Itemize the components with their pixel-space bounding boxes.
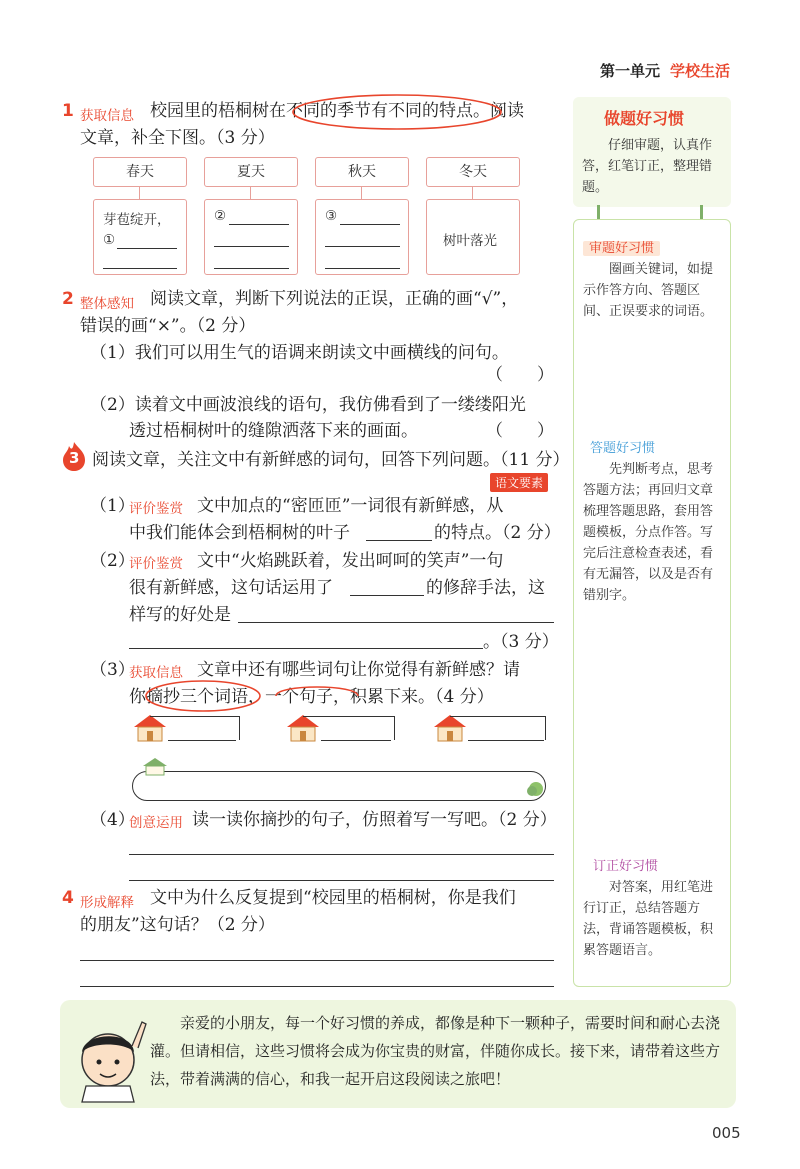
- sub-2-blank-3[interactable]: [129, 648, 483, 649]
- sub-4-tag: 创意运用: [129, 815, 183, 831]
- blank-2-line-2[interactable]: [214, 246, 289, 247]
- sub-2-line-2a: 很有新鲜感，这句话运用了: [129, 578, 333, 598]
- sub-3-line-1: 文章中还有哪些词句让你觉得有新鲜感？请: [197, 660, 520, 680]
- spring-text: 芽苞绽开，: [103, 212, 171, 228]
- season-summer: 夏天: [204, 157, 298, 187]
- question-4-number: 4: [62, 888, 74, 908]
- question-2-item-2-line-2: 透过梧桐树叶的缝隙洒落下来的画面。: [129, 421, 418, 441]
- question-1-circle-mark: [290, 92, 506, 134]
- question-2-line-1: 阅读文章，判断下列说法的正误，正确的画“√”，: [150, 289, 519, 309]
- winter-text: 树叶落光: [443, 233, 497, 249]
- connector: [139, 187, 140, 199]
- sub-3-circle-mark-1: [143, 678, 263, 714]
- sub-3-tag: 获取信息: [129, 665, 183, 681]
- sub-1-blank[interactable]: [366, 540, 432, 541]
- question-4-answer-line-2[interactable]: [80, 986, 554, 987]
- page-number: 005: [712, 1124, 741, 1142]
- sentence-answer-box[interactable]: [132, 771, 546, 801]
- bush-icon: [526, 780, 546, 798]
- blank-1-line[interactable]: [117, 248, 177, 249]
- question-1-tag: 获取信息: [80, 108, 134, 124]
- habit-heading-3: 订正好习惯: [593, 859, 659, 874]
- word-frame-2: [303, 716, 395, 740]
- connector: [361, 187, 362, 199]
- badge-language-element: 语文要素: [490, 473, 548, 492]
- sub-1-line-2a: 中我们能体会到梧桐树的叶子: [129, 523, 350, 543]
- habit-card-title: 做题好习惯: [604, 109, 685, 128]
- blank-2-marker: ②: [214, 208, 227, 224]
- word-line-1[interactable]: [168, 740, 236, 741]
- question-1-number: 1: [62, 101, 74, 121]
- connector: [472, 187, 473, 199]
- question-2-item-1: （1）我们可以用生气的语调来朗读文中画横线的问句。: [90, 343, 509, 363]
- question-2-item-2-line-1: （2）读着文中画波浪线的语句，我仿佛看到了一缕缕阳光: [90, 395, 526, 415]
- sub-3-line-2: 你摘抄三个词语，一个句子，积累下来。（4 分）: [129, 687, 494, 707]
- connector: [250, 187, 251, 199]
- sub-2-line-1: 文中“火焰跳跃着，发出呵呵的笑声”一句: [197, 551, 504, 571]
- habit-text-3: 对答案，用红笔进行订正，总结答题方法，背诵答题模板，积累答题语言。: [583, 880, 714, 958]
- habit-card-text: 仔细审题，认真作答，红笔订正，整理错题。: [582, 138, 713, 195]
- question-4-line-1: 文中为什么反复提到“校园里的梧桐树，你是我们: [150, 888, 516, 908]
- encouragement-text: 亲爱的小朋友，每一个好习惯的养成，都像是种下一颗种子，需要时间和耐心去浇灌。但请相信，这些习惯将会成为你宝贵的财富，伴随你成长。接下来，请带着这些方法，带着满满的信心，和我一起开启这段阅读之旅吧！: [150, 1014, 721, 1088]
- word-frame-3: [450, 716, 546, 740]
- habit-heading-1: 审题好习惯: [583, 237, 660, 256]
- sub-4-answer-line-2[interactable]: [129, 880, 554, 881]
- sub-3-label: （3）: [90, 660, 135, 680]
- season-winter: 冬天: [426, 157, 520, 187]
- answer-paren-1[interactable]: （ ）: [486, 365, 554, 385]
- answer-paren-2[interactable]: （ ）: [486, 421, 554, 441]
- small-house-icon: [140, 756, 170, 776]
- blank-3-line-3[interactable]: [325, 268, 400, 269]
- blank-3-line-2[interactable]: [325, 246, 400, 247]
- sub-2-line-4: 。（3 分）: [483, 632, 559, 652]
- boy-avatar-icon: [62, 1002, 154, 1106]
- word-frame-1: [150, 716, 240, 740]
- question-4-line-2: 的朋友”这句话？（2 分）: [80, 915, 275, 935]
- sub-2-blank-2[interactable]: [238, 622, 554, 623]
- question-4-answer-line-1[interactable]: [80, 960, 554, 961]
- habit-heading-2: 答题好习惯: [590, 441, 656, 456]
- question-3-line-1: 阅读文章，关注文中有新鲜感的词句，回答下列问题。（11 分）: [92, 450, 570, 470]
- season-autumn: 秋天: [315, 157, 409, 187]
- question-3-number: 3: [69, 449, 80, 467]
- word-line-3[interactable]: [468, 740, 544, 741]
- sub-4-answer-line-1[interactable]: [129, 854, 554, 855]
- question-2-number: 2: [62, 289, 74, 309]
- sub-2-line-3: 样写的好处是: [129, 605, 231, 625]
- sub-4-label: （4）: [90, 810, 135, 830]
- question-4-tag: 形成解释: [80, 895, 134, 911]
- blank-2-line-3[interactable]: [214, 268, 289, 269]
- sub-1-label: （1）: [90, 496, 135, 516]
- sub-4-line-1: 读一读你摘抄的句子，仿照着写一写吧。（2 分）: [192, 810, 557, 830]
- habit-text-2: 先判断考点，思考答题方法；再回归文章梳理答题思路，套用答题模板，分点作答。写完后注意检查表述，看有无漏答，以及是否有错别字。: [583, 462, 714, 603]
- sub-2-tag: 评价鉴赏: [129, 556, 183, 572]
- sub-1-tag: 评价鉴赏: [129, 501, 183, 517]
- blank-3-marker: ③: [325, 208, 338, 224]
- season-spring: 春天: [93, 157, 187, 187]
- sub-3-circle-mark-2: [272, 678, 362, 714]
- topic-title: 学校生活: [670, 62, 731, 80]
- question-1-line-1: 校园里的梧桐树在不同的季节有不同的特点。阅读: [150, 101, 524, 121]
- sub-1-line-2b: 的特点。（2 分）: [434, 523, 561, 543]
- blank-3-line[interactable]: [340, 224, 400, 225]
- sub-2-line-2b: 的修辞手法，这: [426, 578, 545, 598]
- blank-1-marker: ①: [103, 232, 116, 248]
- question-2-line-2: 错误的画“×”。（2 分）: [80, 316, 256, 336]
- sub-2-blank-1[interactable]: [350, 595, 424, 596]
- sub-2-label: （2）: [90, 551, 135, 571]
- unit-title: 第一单元: [600, 62, 661, 80]
- question-1-line-2: 文章，补全下图。（3 分）: [80, 128, 275, 148]
- blank-1-line-2[interactable]: [103, 268, 177, 269]
- habit-text-1: 圈画关键词，如提示作答方向、答题区间、正误要求的词语。: [583, 262, 714, 319]
- question-2-tag: 整体感知: [80, 296, 134, 312]
- sub-1-line-1: 文中加点的“密匝匝”一词很有新鲜感，从: [197, 496, 504, 516]
- blank-2-line[interactable]: [229, 224, 289, 225]
- word-line-2[interactable]: [321, 740, 391, 741]
